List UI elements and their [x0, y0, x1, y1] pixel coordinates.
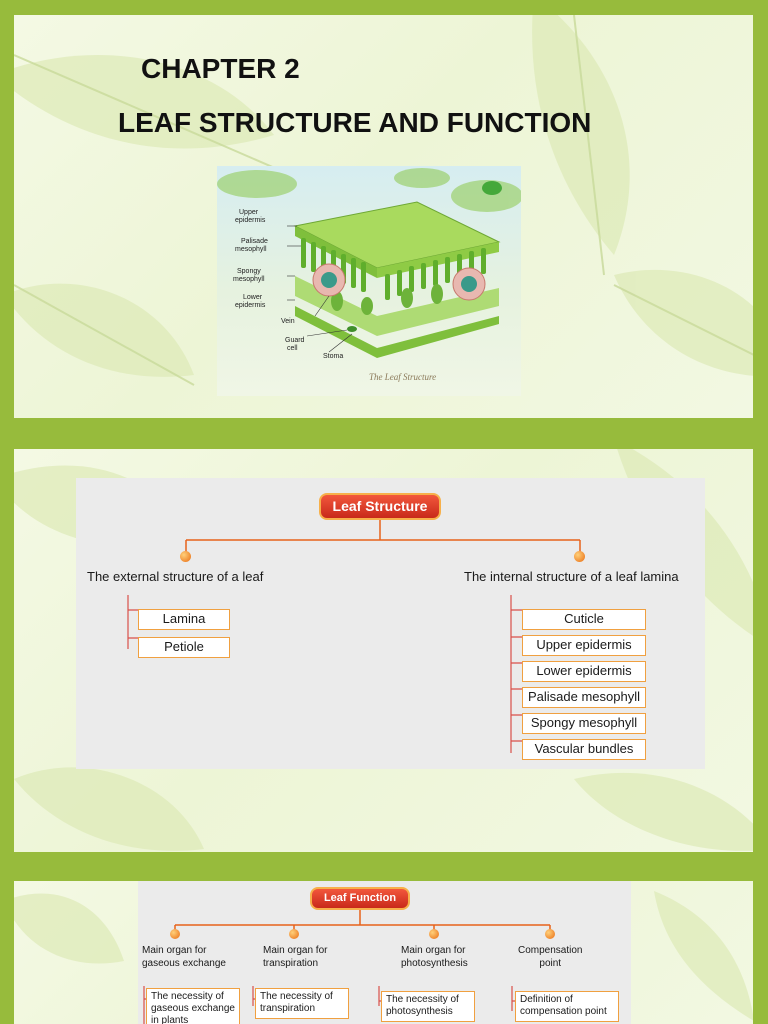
function-heading-photosynthesis: Main organ for photosynthesis	[401, 945, 468, 969]
svg-text:epidermis: epidermis	[235, 217, 266, 224]
svg-text:Guard: Guard	[285, 337, 305, 344]
function-heading-gaseous-exchange: Main organ for gaseous exchange	[142, 945, 226, 969]
structure-box-lamina: Lamina	[138, 609, 230, 630]
svg-text:mesophyll: mesophyll	[235, 246, 267, 253]
leaf-cross-section-diagram	[217, 166, 521, 396]
external-structure-heading: The external structure of a leaf	[87, 569, 264, 584]
svg-text:Lower: Lower	[243, 294, 263, 301]
svg-text:Stoma: Stoma	[323, 353, 344, 360]
leaf-function-chart	[138, 881, 631, 1024]
structure-box-vascular-bundles: Vascular bundles	[522, 739, 646, 760]
slide-leaf-function	[14, 881, 753, 1024]
function-box-transpiration: The necessity of transpiration	[255, 988, 349, 1019]
leaf-function-root: Leaf Function	[310, 887, 410, 910]
function-heading-transpiration: Main organ for transpiration	[263, 945, 328, 969]
svg-text:The Leaf Structure: The Leaf Structure	[369, 372, 437, 382]
branch-dot	[574, 551, 585, 562]
svg-text:Spongy: Spongy	[237, 268, 261, 275]
function-heading-compensation-point: Compensation point	[518, 945, 583, 969]
branch-dot	[545, 929, 555, 939]
structure-box-petiole: Petiole	[138, 637, 230, 658]
function-box-compensation-point: Definition of compensation point	[515, 991, 619, 1022]
structure-box-palisade-mesophyll: Palisade mesophyll	[522, 687, 646, 708]
leaf-structure-chart	[76, 478, 705, 769]
svg-text:Palisade: Palisade	[241, 238, 268, 245]
branch-dot	[170, 929, 180, 939]
structure-box-upper-epidermis: Upper epidermis	[522, 635, 646, 656]
structure-box-lower-epidermis: Lower epidermis	[522, 661, 646, 682]
branch-dot	[180, 551, 191, 562]
chapter-number: CHAPTER 2	[141, 53, 300, 84]
branch-dot	[289, 929, 299, 939]
svg-text:cell: cell	[287, 345, 298, 352]
branch-dot	[429, 929, 439, 939]
structure-box-spongy-mesophyll: Spongy mesophyll	[522, 713, 646, 734]
svg-text:Vein: Vein	[281, 318, 295, 325]
function-box-gaseous-exchange: The necessity of gaseous exchange in plants	[146, 988, 240, 1024]
slide-title	[14, 15, 753, 418]
internal-structure-heading: The internal structure of a leaf lamina	[464, 569, 679, 584]
svg-text:Upper: Upper	[239, 209, 259, 216]
svg-text:epidermis: epidermis	[235, 302, 266, 309]
function-box-photosynthesis: The necessity of photosynthesis	[381, 991, 475, 1022]
svg-text:mesophyll: mesophyll	[233, 276, 265, 283]
leaf-structure-root: Leaf Structure	[319, 493, 441, 520]
chapter-title: LEAF STRUCTURE AND FUNCTION	[118, 107, 592, 138]
structure-box-cuticle: Cuticle	[522, 609, 646, 630]
slide-leaf-structure	[14, 449, 753, 852]
